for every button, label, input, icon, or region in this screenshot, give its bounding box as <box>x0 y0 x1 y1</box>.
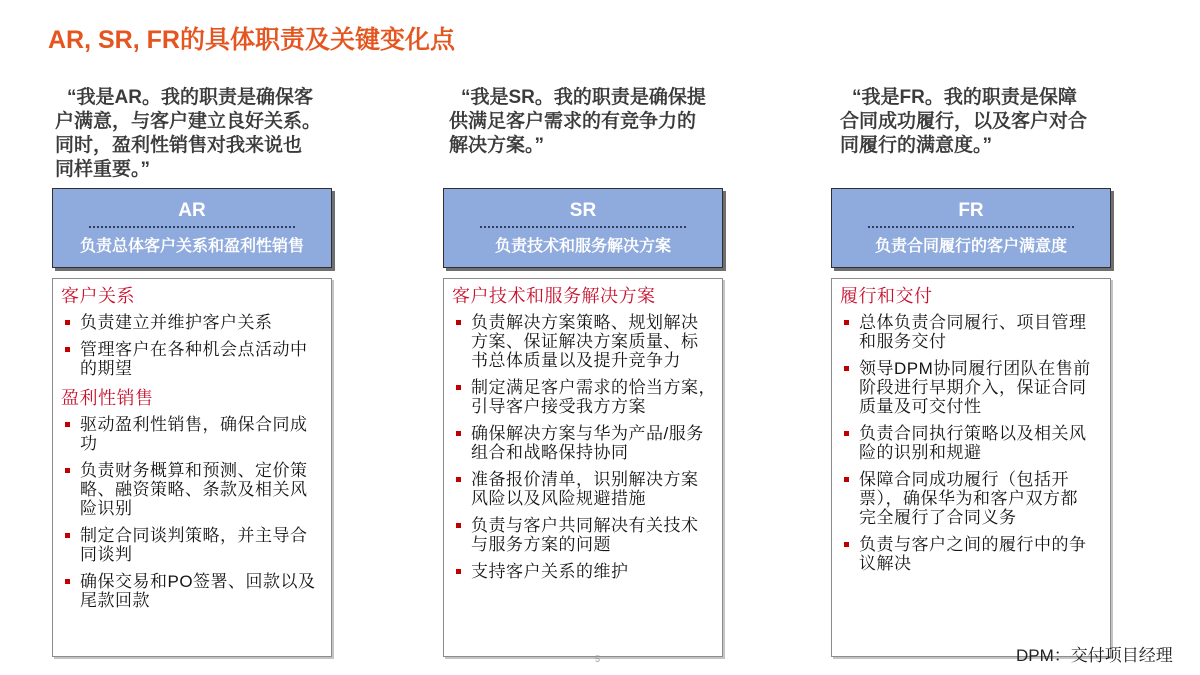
bullet-text: 总体负责合同履行、项目管理 和服务交付 <box>859 313 1087 351</box>
bullet-text: 制定合同谈判策略，并主导合 同谈判 <box>80 526 308 564</box>
role-header-sr <box>443 188 723 268</box>
bullet-item <box>859 535 1110 573</box>
bullet-item <box>80 340 331 378</box>
bullet-text: 负责财务概算和预测、定价策 略、融资策略、条款及相关风 险识别 <box>80 461 308 518</box>
bullet-item <box>471 470 722 508</box>
bullet-square-icon <box>456 431 461 436</box>
role-description: 负责总体客户关系和盈利性销售 <box>79 238 304 255</box>
bullet-item <box>859 313 1110 351</box>
bullet-text: 管理客户在各种机会点活动中 的期望 <box>80 340 308 378</box>
quote-fr: “我是FR。我的职责是保障 合同成功履行，以及客户对合 同履行的满意度。” <box>840 87 1088 156</box>
role-divider <box>480 226 686 228</box>
role-label: SR <box>569 200 597 221</box>
bullet-text: 负责解决方案策略、规划解决 方案、保证解决方案质量、标 书总体质量以及提升竞争力 <box>471 313 699 370</box>
bullet-square-icon <box>456 320 461 325</box>
bullet-square-icon <box>65 422 70 427</box>
bullet-item <box>471 313 722 370</box>
footnote: DPM：交付项目经理 <box>1016 646 1173 665</box>
bullet-text: 确保解决方案与华为产品/服务 组合和战略保持协同 <box>471 424 704 462</box>
section-heading: 履行和交付 <box>840 286 933 306</box>
bullet-item <box>80 415 331 453</box>
bullet-text: 准备报价清单，识别解决方案 风险以及风险规避措施 <box>471 470 699 508</box>
responsibilities-box-ar <box>52 278 332 657</box>
role-divider <box>89 226 295 228</box>
role-description: 负责合同履行的客户满意度 <box>874 238 1067 255</box>
bullet-square-icon <box>844 431 849 436</box>
bullet-square-icon <box>456 523 461 528</box>
bullet-item <box>859 359 1110 416</box>
column-fr <box>831 0 1111 660</box>
role-label: AR <box>178 200 206 221</box>
bullet-square-icon <box>456 569 461 574</box>
bullet-square-icon <box>65 347 70 352</box>
bullet-square-icon <box>844 477 849 482</box>
page-number: 5 <box>595 654 601 664</box>
bullet-square-icon <box>844 542 849 547</box>
bullet-square-icon <box>456 477 461 482</box>
role-header-fr <box>831 188 1111 268</box>
bullet-square-icon <box>844 366 849 371</box>
bullet-square-icon <box>65 320 70 325</box>
bullet-item <box>471 562 722 581</box>
role-description: 负责技术和服务解决方案 <box>494 238 671 255</box>
quote-sr: “我是SR。我的职责是确保提 供满足客户需求的有竞争力的 解决方案。” <box>449 87 706 156</box>
bullet-item <box>80 313 331 332</box>
bullet-square-icon <box>65 579 70 584</box>
bullet-square-icon <box>65 468 70 473</box>
bullet-item <box>471 424 722 462</box>
bullet-square-icon <box>456 385 461 390</box>
bullet-square-icon <box>65 533 70 538</box>
role-header-ar <box>52 188 332 268</box>
bullet-item <box>80 572 331 610</box>
bullet-text: 驱动盈利性销售，确保合同成 功 <box>80 415 308 453</box>
bullet-text: 负责建立并维护客户关系 <box>80 313 273 332</box>
responsibilities-box-fr <box>831 278 1111 657</box>
bullet-item <box>80 526 331 564</box>
bullet-text: 支持客户关系的维护 <box>471 562 629 581</box>
bullet-item <box>859 470 1110 527</box>
column-sr <box>443 0 723 660</box>
section-heading: 客户技术和服务解决方案 <box>452 286 656 306</box>
bullet-item <box>80 461 331 518</box>
bullet-text: 负责与客户之间的履行中的争 议解决 <box>859 535 1087 573</box>
bullet-text: 保障合同成功履行（包括开 票），确保华为和客户双方都 完全履行了合同义务 <box>859 470 1078 527</box>
responsibilities-box-sr <box>443 278 723 657</box>
quote-ar: “我是AR。我的职责是确保客 户满意，与客户建立良好关系。 同时，盈利性销售对我来说也 同样重要。” <box>55 87 322 180</box>
role-divider <box>868 226 1074 228</box>
bullet-square-icon <box>844 320 849 325</box>
bullet-text: 确保交易和PO签署、回款以及 尾款回款 <box>80 572 316 610</box>
section-heading: 盈利性销售 <box>61 388 154 408</box>
role-label: FR <box>958 200 984 221</box>
bullet-item <box>471 378 722 416</box>
column-ar <box>52 0 332 660</box>
section-heading: 客户关系 <box>61 286 135 306</box>
bullet-text: 负责与客户共同解决有关技术 与服务方案的问题 <box>471 516 699 554</box>
bullet-text: 负责合同执行策略以及相关风 险的识别和规避 <box>859 424 1087 462</box>
bullet-item <box>859 424 1110 462</box>
page-title: AR, SR, FR的具体职责及关键变化点 <box>48 26 455 54</box>
bullet-text: 领导DPM协同履行团队在售前 阶段进行早期介入，保证合同 质量及可交付性 <box>859 359 1091 416</box>
bullet-text: 制定满足客户需求的恰当方案， 引导客户接受我方方案 <box>471 378 716 416</box>
bullet-item <box>471 516 722 554</box>
